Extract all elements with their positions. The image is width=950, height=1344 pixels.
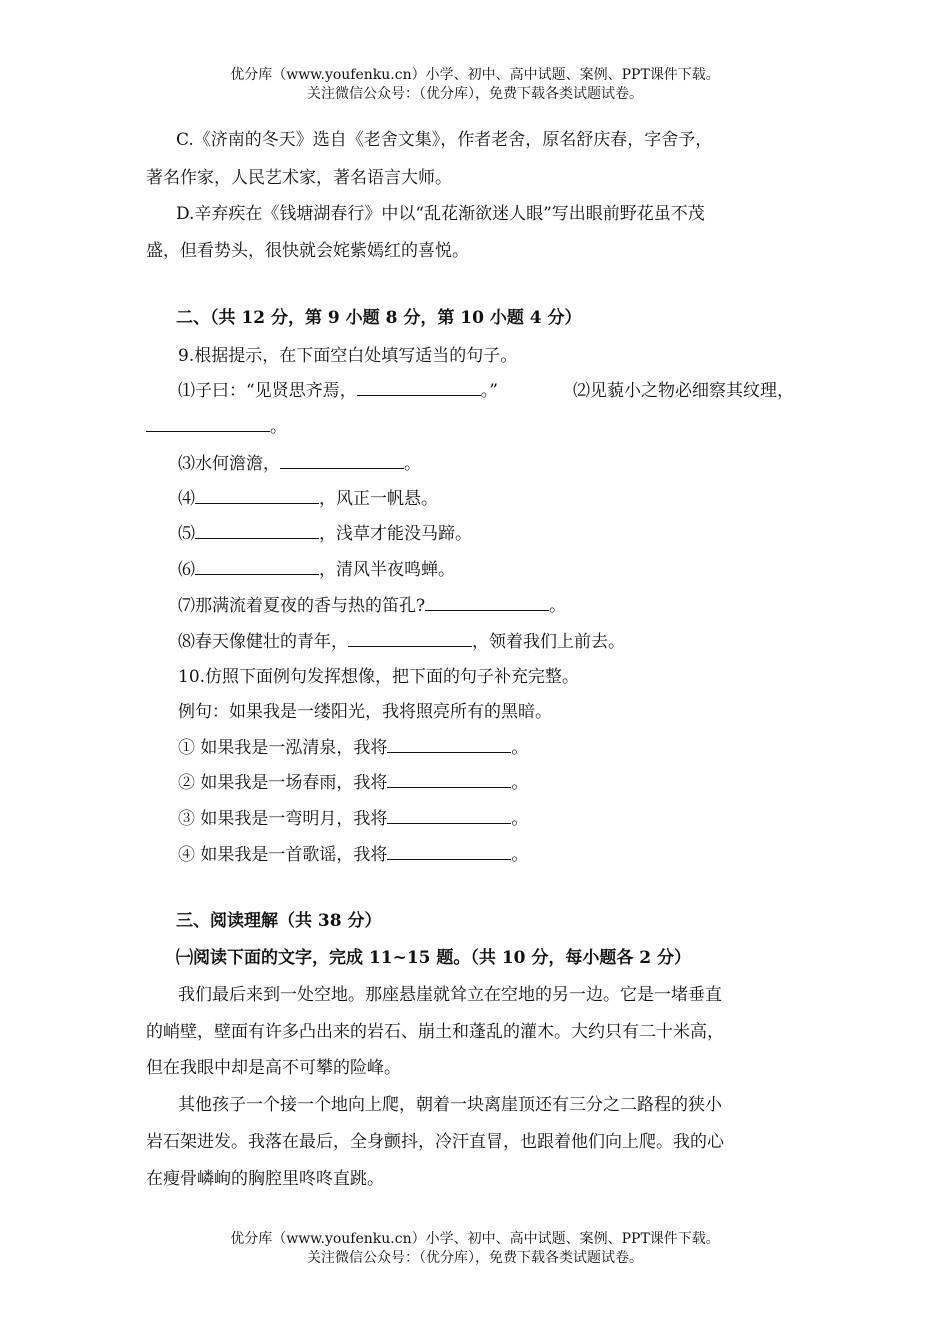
section-2-title: 二、（共 12 分，第 9 小题 8 分，第 10 小题 4 分）: [176, 308, 582, 328]
option-c-line-1: C.《济南的冬天》选自《老舍文集》，作者老舍，原名舒庆春，字舍予，: [176, 130, 713, 150]
question-10-item: [178, 733, 528, 758]
answer-blank[interactable]: [387, 772, 511, 788]
passage-line: 但在我眼中却是高不可攀的险峰。: [146, 1058, 401, 1078]
question-10-item: [178, 768, 528, 793]
q9-3-text: ⑶水何澹澹，: [178, 454, 280, 474]
example-sentence: 例句：如果我是一缕阳光，我将照亮所有的黑暗。: [178, 702, 552, 722]
section-3-subtitle: ㈠阅读下面的文字，完成 11~15 题。（共 10 分，每小题各 2 分）: [176, 948, 692, 968]
passage-line: 在瘦骨嶙峋的胸腔里咚咚直跳。: [146, 1169, 384, 1189]
footer-line-1: 优分库（www.youfenku.cn）小学、初中、高中试题、案例、PPT课件下载。: [230, 1231, 720, 1247]
question-10-item: [178, 804, 528, 829]
page-header: [0, 66, 950, 104]
item-end: 。: [511, 809, 529, 829]
q9-8-text: ⑻春天像健壮的青年，: [178, 632, 348, 652]
page-footer: [0, 1230, 950, 1268]
passage-line: 其他孩子一个接一个地向上爬，朝着一块离崖顶还有三分之二路程的狭小: [178, 1095, 722, 1115]
question-9: 9.根据提示，在下面空白处填写适当的句子。: [178, 346, 518, 366]
answer-blank[interactable]: [195, 523, 319, 539]
footer-line-2: 关注微信公众号：（优分库），免费下载各类试题试卷。: [307, 1250, 643, 1266]
question-10: 10.仿照下面例句发挥想像，把下面的句子补充完整。: [178, 667, 580, 687]
q9-4-text: ，风正一帆悬。: [319, 489, 438, 509]
q9-4-num: ⑷: [178, 489, 195, 509]
option-d-line-2: 盛，但看势头，很快就会姹紫嫣红的喜悦。: [146, 241, 469, 261]
q9-7-text: ⑺那满流着夏夜的香与热的笛孔?: [178, 596, 426, 616]
q9-7-end: 。: [549, 596, 567, 616]
answer-blank[interactable]: [146, 416, 270, 432]
question-9-6: [178, 555, 455, 580]
item-end: 。: [511, 738, 529, 758]
answer-blank[interactable]: [357, 380, 481, 396]
question-9-2-continued: [146, 412, 287, 437]
answer-blank[interactable]: [195, 488, 319, 504]
question-9-5: [178, 519, 472, 544]
item-text: ④ 如果我是一首歌谣，我将: [178, 845, 388, 865]
question-9-4: [178, 484, 438, 509]
answer-blank[interactable]: [425, 595, 549, 611]
passage-line: 岩石架进发。我落在最后，全身颤抖，冷汗直冒，也跟着他们向上爬。我的心: [146, 1132, 724, 1152]
q9-6-text: ，清风半夜鸣蝉。: [319, 560, 455, 580]
item-text: ③ 如果我是一弯明月，我将: [178, 809, 388, 829]
q9-5-num: ⑸: [178, 524, 195, 544]
answer-blank[interactable]: [280, 453, 404, 469]
item-text: ② 如果我是一场春雨，我将: [178, 773, 388, 793]
answer-blank[interactable]: [387, 844, 511, 860]
q9-5-text: ，浅草才能没马蹄。: [319, 524, 472, 544]
section-3-title: 三、阅读理解（共 38 分）: [176, 911, 382, 931]
question-9-1: [178, 376, 498, 401]
q9-2-end: 。: [270, 417, 287, 437]
question-9-3: [178, 449, 421, 474]
header-line-2: 关注微信公众号：（优分库），免费下载各类试题试卷。: [307, 86, 643, 102]
option-d-line-1: D.辛弃疾在《钱塘湖春行》中以“乱花渐欲迷人眼”写出眼前野花虽不茂: [176, 204, 705, 224]
item-text: ① 如果我是一泓清泉，我将: [178, 738, 388, 758]
answer-blank[interactable]: [348, 631, 472, 647]
question-9-2: ⑵见藐小之物必细察其纹理，: [573, 381, 794, 401]
answer-blank[interactable]: [387, 737, 511, 753]
header-line-1: 优分库（www.youfenku.cn）小学、初中、高中试题、案例、PPT课件下载。: [230, 67, 720, 83]
q9-3-end: 。: [404, 454, 421, 474]
option-c-line-2: 著名作家，人民艺术家，著名语言大师。: [146, 168, 452, 188]
item-end: 。: [511, 773, 529, 793]
answer-blank[interactable]: [195, 559, 319, 575]
q9-8-end: ，领着我们上前去。: [472, 632, 625, 652]
question-9-7: [178, 591, 566, 616]
passage-line: 我们最后来到一处空地。那座悬崖就耸立在空地的另一边。它是一堵垂直: [178, 985, 722, 1005]
q9-6-num: ⑹: [178, 560, 195, 580]
q9-1-end: 。”: [480, 381, 498, 401]
question-10-item: [178, 840, 528, 865]
q9-1-text: ⑴子曰：“见贤思齐焉，: [178, 381, 357, 401]
item-end: 。: [511, 845, 529, 865]
passage-line: 的峭壁，壁面有许多凸出来的岩石、崩土和蓬乱的灌木。大约只有二十米高，: [146, 1022, 724, 1042]
answer-blank[interactable]: [387, 808, 511, 824]
question-9-8: [178, 627, 625, 652]
